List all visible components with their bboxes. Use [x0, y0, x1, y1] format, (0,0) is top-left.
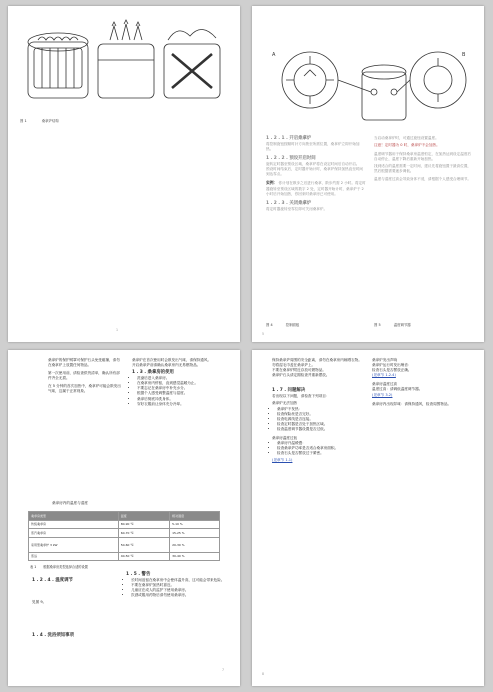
heater-illustration	[22, 14, 228, 114]
table-cell: 80-90 ℃	[118, 520, 169, 529]
table-row	[29, 520, 220, 529]
table-header-cell: 相对湿度	[170, 512, 220, 521]
list-item: • 检查桑拿炉功率是否适合桑拿房面积。	[277, 446, 364, 451]
para: 将控制旋钮按顺时针方向拨至所需位置，桑拿炉立即开始加热。	[266, 142, 360, 152]
right-column-lower	[126, 572, 226, 598]
para: 温度调节器用于保持桑拿房温度恒定，在加热达到设定温度后自动停止，温度下降后重新开始加热。	[374, 152, 472, 162]
list-item: • 饮酒或服用药物后请勿使用桑拿房。	[131, 593, 226, 598]
heading-1-2-1: 1 . 2 . 1 . 开启桑拿炉	[266, 136, 312, 141]
table-title: 桑拿房内的温度与湿度	[52, 501, 88, 505]
table-note-text: 根据桑拿房类型选择合适的设置	[43, 565, 88, 569]
list-item: • 桑拿房升温缓慢：	[277, 441, 364, 446]
document-page-2	[252, 6, 484, 342]
document-page-3	[8, 350, 240, 686]
list-item: • 儿童应在成人的监护下使用桑拿房。	[131, 588, 226, 593]
figure-caption-number: 图 5	[374, 323, 381, 327]
section-heading: 桑拿炉无法加热	[272, 401, 298, 406]
para: 开启桑拿炉前请确认桑拿房内无易燃物品。	[132, 363, 201, 368]
cross-reference-link[interactable]: (见章节 1.1)	[272, 458, 293, 463]
figure-caption-number: 图 4	[266, 323, 273, 327]
example-label: 实例：	[266, 180, 278, 186]
list-item: • 不要在桑拿炉加热时靠近。	[131, 583, 226, 588]
table-header-cell: 桑拿房类型	[29, 512, 119, 521]
para: 找到适合的温度需要一定时间，建议先将旋钮置于最高位置，然后根据需要逐步调低。	[374, 164, 472, 174]
para: 第一次使用前，请检查供货清单，确认所有部件齐全无损。	[48, 371, 120, 381]
cross-reference-link[interactable]: (见章节 1.2.4)	[372, 373, 396, 378]
table-cell: 15-25 %	[170, 529, 220, 538]
table-cell: 蒸浴	[29, 552, 119, 561]
table-cell: 家用型桑拿炉 3 kW	[29, 537, 119, 552]
para: 预设时间结束后，定时器开始计时，桑拿炉保持加热直至时间到达零点。	[266, 167, 364, 177]
figure-caption-text: 桑拿炉结构	[41, 119, 59, 123]
para: 温度与湿度过高会导致身体不适，请根据个人感受合理调节。	[374, 176, 472, 181]
para: 将定时器旋转至零位即可关闭桑拿炉。	[266, 206, 328, 211]
page-number: 1	[116, 328, 119, 332]
table-cell: 40-50 ℃	[118, 552, 169, 561]
list-item: • 根据个人感受调整温度与湿度。	[137, 391, 228, 396]
heading-1-4: 1 . 4 . 洗浴须知事项	[32, 633, 74, 639]
example-text: 你计划在散步之后进行桑拿，散步约需 2 小时。将定时器旋转至预设区域的数字 2 处，定时器开始计时，桑拿炉于 2 小时后开始加热，你回来时桑拿房已可使用。	[266, 181, 366, 196]
circle-label-b: B	[462, 52, 466, 58]
list-item: • 检查保险丝是否完好。	[277, 412, 364, 417]
para: 在 5 分钟的首次加热中，桑拿炉可能会散发出气味，这属于正常现象。	[48, 384, 121, 394]
para: 检查石头是否摆放正确。	[372, 368, 412, 373]
page-number: 8	[262, 672, 265, 676]
left-column	[272, 358, 364, 464]
cross-reference-link[interactable]: (见章节 3.2)	[372, 392, 393, 397]
table-cell: 20-30 %	[170, 537, 220, 552]
table-row	[29, 552, 220, 561]
para: 桑拿炉运行时发出噪音：	[372, 363, 412, 368]
left-column	[266, 136, 366, 212]
control-panel-illustration	[264, 26, 476, 126]
para: 温度过高：请调低温度调节器。	[372, 387, 423, 392]
figure-reference: 见图 9。	[32, 600, 47, 604]
left-column	[48, 358, 122, 395]
list-item: • 不要忘记在桑拿房中补充水分。	[137, 386, 228, 391]
section-heading: 桑拿房温度过低	[272, 436, 298, 441]
heading-1-2-4: 1 . 2 . 4 . 温度调节	[32, 578, 73, 583]
para: 桑拿房内出现异味：请保持通风，检查周围物品。	[372, 401, 452, 406]
list-item: • 桑拿后彻底冲洗身体。	[137, 397, 228, 402]
para: 当启动桑拿炉时，可通过旋钮设置温度。	[374, 136, 439, 140]
table-header-cell: 温度	[118, 512, 169, 521]
left-column-lower	[32, 578, 122, 639]
list-item: • 在桑拿房内停留，直到感觉温暖为止。	[137, 381, 228, 386]
heading-1-3: 1 . 3 . 桑拿房的使用	[132, 370, 174, 376]
table-cell: 30-40 %	[170, 552, 220, 561]
figure-caption-number: 图 1	[20, 119, 27, 123]
table-cell: 60-70 ℃	[118, 529, 169, 538]
list-item: • 检查定时器是否处于加热区域。	[277, 422, 364, 427]
section-heading: 桑拿炉发出声响	[372, 358, 398, 362]
right-column	[372, 358, 472, 407]
figure-caption-text: 温度调节器	[393, 323, 411, 327]
list-item: • 检查温度调节器设置是否过低。	[277, 427, 364, 432]
document-page-1	[8, 6, 240, 342]
right-column	[374, 136, 474, 182]
heading-1-7: 1 . 7 . 问题解决	[272, 388, 306, 394]
list-item: • 穿好衣服前让身体充分冷却。	[137, 402, 228, 407]
para: 旋转定时器至预设区域，桑拿炉将在设定时间后自动开启。	[266, 162, 360, 167]
para: 勿将湿毛巾盖在桑拿炉上。	[272, 363, 316, 368]
table-row	[29, 537, 220, 552]
heading-1-2-3: 1 . 2 . 3 . 关闭桑拿炉	[266, 200, 312, 206]
warning-note: 注意！定时器为 0 时，桑拿炉不会加热。	[374, 143, 440, 148]
table-note-number: 表 1	[30, 565, 37, 569]
para: 保持桑拿炉周围的安全距离，请勿在桑拿房内晾晒衣物。	[272, 358, 362, 362]
table-cell: 蒸汽桑拿房	[29, 529, 119, 538]
page-number: 7	[222, 668, 225, 672]
figure-caption-text: 控制面板	[285, 323, 300, 327]
table-row	[29, 529, 220, 538]
spec-table	[28, 511, 220, 561]
page-number: 5	[262, 332, 265, 336]
list-item: • 长时间逗留在桑拿房中会使体温升高，这可能会带来危险。	[131, 578, 226, 583]
trouble-intro: 若出现以下问题，请检查下列项目：	[272, 394, 330, 399]
list-item: • 桑拿炉不发热：	[277, 407, 364, 412]
table-cell: 5-10 %	[170, 520, 220, 529]
document-page-4	[252, 350, 484, 686]
para: 桑拿炉石头请定期检查并重新摆放。	[272, 373, 330, 378]
list-item: • 检查电源线是否连接。	[277, 417, 364, 422]
list-item: • 洗澡后进入桑拿房。	[137, 376, 228, 381]
para: 不要在桑拿炉附近存放可燃物品。	[272, 368, 326, 373]
list-item: • 检查石头是否摆放过于紧密。	[277, 451, 364, 456]
circle-label-a: A	[272, 52, 276, 58]
heading-1-5: 1 . 5 . 警告	[126, 572, 151, 577]
table-cell: 传统桑拿房	[29, 520, 119, 529]
heading-1-2-2: 1 . 2 . 2 . 预设开启时间	[266, 156, 316, 162]
table-cell: 50-60 ℃	[118, 537, 169, 552]
right-column	[132, 358, 228, 407]
para: 桑拿炉的保护网罩可保护石头免受碰撞，请勿在桑拿炉上放置任何物品。	[48, 358, 120, 368]
para: 桑拿炉在首次使用时会散发出气味，请保持通风。	[132, 358, 212, 362]
section-heading: 桑拿房温度过高	[372, 382, 398, 387]
table-header-row	[29, 512, 220, 521]
